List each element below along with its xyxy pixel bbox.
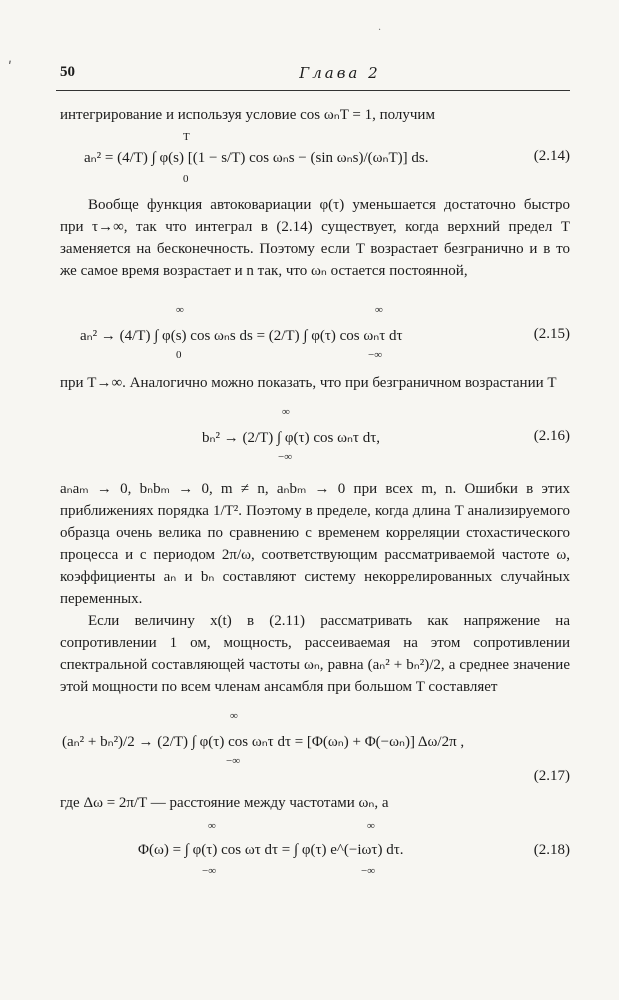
equation-number: (2.16) (533, 428, 570, 444)
paragraph-4: aₙaₘ → 0, bₙbₘ → 0, m ≠ n, aₙbₘ → 0 при всех m, n. Ошибки в этих приближениях порядка 1/T². Поэтому в пределе, когда длина T анализируемого образца очень велика по сравнению с временем корреляции стохастического процесса и с периодом 2π/ω, соответствующим рассматриваемой частоте ω, коэффициенты aₙ и bₙ составляют систему некоррелированных случайных переменных. (60, 481, 570, 607)
margin-mark: ʹ (8, 60, 12, 76)
integral-lower-limit-2: −∞ (361, 865, 376, 877)
equation-body: aₙ² = (4/T) ∫ φ(s) [(1 − s/T) cos ωₙs − (sin ωₙs)/(ωₙT)] ds. (84, 150, 429, 166)
page-speck: · (378, 25, 382, 36)
equation-body: bₙ² → (2/T) ∫ φ(τ) cos ωₙτ dτ, (202, 430, 380, 446)
integral-lower-limit: 0 (176, 349, 182, 361)
paragraph-5: Если величину x(t) в (2.11) рассматривать как напряжение на сопротивлении 1 ом, мощность, рассеиваемая на этом сопротивлении спектральной составляющей частоты ωₙ, равна (aₙ² + bₙ²)/2, а среднее значение этой мощности по всем членам ансамбля при большом T составляет (60, 613, 570, 695)
integral-lower-limit: 0 (183, 173, 189, 185)
equation-2-17 (60, 710, 570, 784)
equation-2-16 (60, 406, 570, 463)
page-number: 50 (60, 64, 75, 80)
paragraph-1: интегрирование и используя условие cos ωₙT = 1, получим (60, 107, 435, 123)
equation-number: (2.18) (533, 842, 570, 858)
integral-upper-limit: ∞ (208, 820, 216, 832)
integral-lower-limit: −∞ (226, 755, 241, 767)
chapter-title: Глава 2 (299, 64, 381, 82)
integral-lower-limit: −∞ (278, 451, 293, 463)
integral-upper-limit: ∞ (282, 406, 290, 418)
integral-upper-limit: ∞ (230, 710, 238, 722)
header-rule (56, 90, 570, 91)
equation-body: aₙ² → (4/T) ∫ φ(s) cos ωₙs ds = (2/T) ∫ φ(τ) cos ωₙτ dτ (80, 328, 403, 344)
integral-upper-limit: ∞ (176, 304, 184, 316)
equation-2-14 (60, 131, 570, 185)
paragraph-6: где Δω = 2π/T — расстояние между частотами ωₙ, а (60, 795, 389, 811)
equation-number: (2.14) (533, 148, 570, 164)
integral-upper-limit-2: ∞ (367, 820, 375, 832)
integral-lower-limit-2: −∞ (368, 349, 383, 361)
paragraph-2: Вообще функция автоковариации φ(τ) уменьшается достаточно быстро при τ→∞, так что интеграл в (2.14) существует, когда верхний предел T заменяется на бесконечность. Поэтому если T возрастает безгранично и в то же самое время возрастает и n так, что ωₙ остается постоянной, (60, 197, 570, 279)
equation-2-18 (60, 820, 570, 877)
equation-number: (2.15) (533, 326, 570, 342)
integral-upper-limit: T (183, 131, 190, 143)
integral-upper-limit-2: ∞ (375, 304, 383, 316)
equation-number: (2.17) (533, 768, 570, 784)
equation-2-15 (60, 304, 570, 361)
equation-body: (aₙ² + bₙ²)/2 → (2/T) ∫ φ(τ) cos ωₙτ dτ = [Φ(ωₙ) + Φ(−ωₙ)] Δω/2π , (62, 734, 465, 750)
integral-lower-limit: −∞ (202, 865, 217, 877)
equation-body: Φ(ω) = ∫ φ(τ) cos ωτ dτ = ∫ φ(τ) e^(−iωτ) dτ. (138, 842, 404, 858)
paragraph-3: при T→∞. Аналогично можно показать, что при безграничном возрастании T (60, 375, 557, 391)
running-header (60, 64, 570, 88)
